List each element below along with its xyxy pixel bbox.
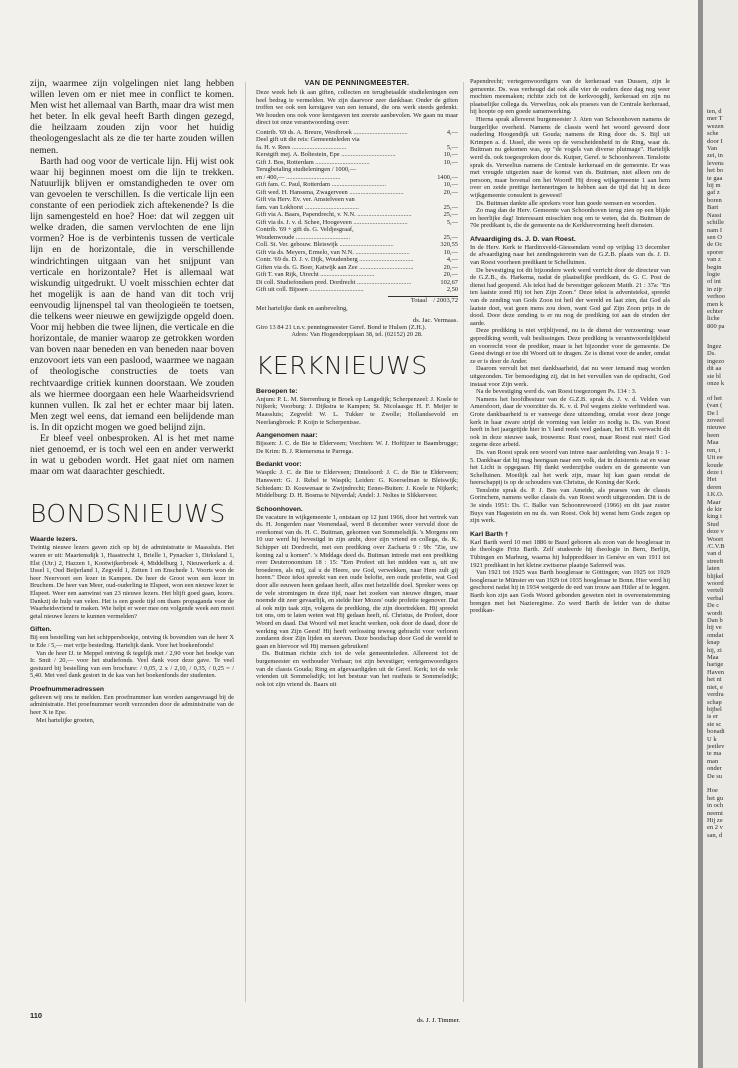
- gift-amount: [428, 196, 458, 204]
- gift-row: [256, 226, 458, 234]
- column-divider: [245, 82, 246, 1002]
- gift-amount: 10,—: [443, 158, 458, 166]
- gift-description: Giften via ds. G. Boer, Katwijk aan Zee ..................................: [256, 263, 414, 271]
- gift-description: Kerstgift mej. A. Boltestein, Epe ..................................: [256, 151, 396, 159]
- adjacent-page-fragment: ten, d mer T wezen sche door I Van zei, in levens het bo te gaa hij m gaf z boren Bart Nassi schille nam I sen O de Oc sporer van z begin logie of int in zijr verhoo men k echter liche 800 pa: [707, 108, 726, 330]
- column-right: [470, 78, 670, 1038]
- gift-row: [256, 264, 458, 272]
- gift-description: Woudenwoude ..................................: [256, 233, 351, 241]
- gift-amount: 5,—: [446, 143, 458, 151]
- gift-row: [256, 279, 458, 287]
- gift-row: [256, 196, 458, 204]
- kerknieuws-heading: KERKNIEUWS: [256, 350, 428, 380]
- karl-barth-text: Van 1921 tot 1925 was Barth hoogleraar te Göttingen; van 1925 tot 1929 hoogleraar te Münster en van 1929 tot 1935 hoogleraar te Bonn. Hier werd hij geschorst nadat hij in 1934 weigerde de eed van trouw aan Hitler af te leggen. Barth kon zijn aan Gods Woord gebonden geweten niet in overeenstemming brengen met het Nazieregime. Zo werd Barth de leider van de duitse predikan-: [470, 569, 670, 615]
- gift-description: Contrib. '69 + gift ds. G. Veldjesgraaf,: [256, 226, 354, 234]
- afvaardiging-text: De bevestiging tot dit bijzondere werk werd verricht door de directeur van de G.Z.B., ds. Harkema, nadat de plaatselijke predikant, ds. G. C. Post de dienst had geopend. Als tekst had de bevestiger gekozen Matth. 21 : 37a: "En ten laatste zond Hij tot hen Zijn Zoon." Deze tekst is adventstekst, spreekt van de zending van Gods Zoon tot heil der wereld en laat zien, dat God als laatste doet, wat geen mens zou doen, want God gaf Zijn Zoon prijs in de dood. Door deze zending is er nu nog de prediking tot aan de einden der aarde.: [470, 266, 670, 327]
- adjacent-page-edge: [703, 0, 738, 1068]
- gift-row: [256, 181, 458, 189]
- beroepen-text: Anjum: P. L. M. Sterrenburg te Broek op Langedijk; Scherpenzeel: J. Koele te Nijkerk; Voorburg: J. Dijkstra te Kampen; St. Nicolaasga: H. F. Meijer te Maassluis; Zegveld: W. L. Tukker te Zwolle; Hollandsevold en Neerlangbroek: P. Koijn te Scherpenisse.: [256, 395, 458, 426]
- column-left: [30, 78, 234, 724]
- gift-description: fam. van Lokhorst ..................................: [256, 203, 359, 211]
- gift-description: Gift via A. Baars, Papendrecht, v. N.N. ..................................: [256, 211, 412, 219]
- gift-row: [256, 211, 458, 219]
- gift-amount: 320,55: [440, 241, 458, 249]
- giften-text: Van de heer IJ. te Meppel ontving ik tegelijk met / 2,90 voor het boekje van Ir. Smit / 20,— voor het studiefonds. Veel dank voor deze gave. Te veel gestuurd bij bestelling van een brochure: / 0,05, 2 x / 2,10, / 0,35, / 0,25 = / 5,40. Met veel dank gestort in de kas van het boekenfonds der studenten.: [30, 649, 234, 680]
- address-info: Adres: Van Hogendorpplaan 38, tel. (02152) 20 28.: [291, 331, 423, 339]
- gift-row: [256, 271, 458, 279]
- gift-row: [256, 241, 458, 249]
- gift-amount: 10,—: [443, 151, 458, 159]
- gift-description: Contrib. '69 ds. A. Breure, Westbroek ..................................: [256, 128, 408, 136]
- schoonhoven-text: Ds. Buitman richtte zich tot de vele gemeenteleden. Allereerst tot de burgemeester en wethouder Verhaar; tot zijn bevestiger; vertegenwoordigers van de classis Gouda; Ring en afgevaardigden uit de Geref. Kerk; tot de vele vrienden uit Sommelsdijk; tot het bestuur van het rusthuis te Sommelsdijk; ook tot zijn vriend ds. Baars uit: [256, 650, 458, 688]
- gift-amount: [428, 166, 458, 174]
- gift-row: [256, 286, 458, 294]
- beroepen-heading: Beroepen te:: [256, 387, 298, 395]
- afvaardiging-text: In de Herv. Kerk te Hardinxveld-Giessendam vond op vrijdag 13 december de afvaardiging naar het zendingsterrein van de G.Z.B. plaats van ds. J. D. van Roest voorheen predikant te Schelluinen.: [470, 243, 670, 267]
- gift-amount: 25,—: [443, 233, 458, 241]
- gift-description: Deel gift uit die reis: Gemeenteleden via: [256, 136, 360, 144]
- bedankt-text: Waspik: J. C. de Bie te Elderveen; Dinteloord: J. C. de Bie te Elderveen; Hanswert: G. J. Rebel te Waspik; Leiden: G. Koerselman te Bleiswijk; Schiedam: D. Kouwenaar te Zwijndrecht; Eenes-Buiten: J. Koele te Nijkerk; Middelburg: D. H. Bosma te Nijverdal; Andel: J. Noltes te Slikkerveer.: [256, 469, 458, 500]
- proefnummer-text: gelieven wij ons te melden. Een proefnummer kan worden aangevraagd bij de administratie. Het proefnummer wordt verzonden door de administratie van de heer X te Epe.: [30, 693, 234, 717]
- afvaardiging-text: Na de bevestiging werd ds. van Roest toegezongen Ps. 134 : 3.: [476, 388, 637, 396]
- gift-description: Gift via ds. Meyers, Ermelo, van N.N. ..................................: [256, 248, 410, 256]
- afvaardiging-text: Ds. van Roest sprak een woord van intree naar aanleiding van Jesaja 9 : 1-5. Dankbaar dat hij mag heengaan naar een volk, dat in duisternis zat en waar het Licht is opgegaan. Hij dankt wederzijdse ouders en de gemeente van Schelluinen. Moeilijk zal het werk zijn, maar hij kan gaan omdat de heerschappij is op de schouders van Christus, de Koning der Kerk.: [470, 448, 670, 487]
- total-amount: / 2003,72: [433, 296, 458, 304]
- gift-amount: 102,67: [440, 278, 458, 286]
- schoonhoven-continued: Zo mag dan de Herv. Gemeente van Schoonhoven terug zien op een blijde en heerlijke dag! Interessant misschien nog om te weten, dat ds. Buitman de 70e predikant is, die de gemeente na de Kerkhervorming heeft diensten.: [470, 207, 670, 230]
- penningmeester-text: Deze week heb ik aan giften, collecten en terugbetaalde studieleningen een heel bedrag te vermelden. We zijn daarvoor zeer dankbaar. Onder de giften troffen we ook een kerstgave van een iemand, die ons werk steeds gedenkt. We houden ons ook voor kerstgaven ten zeerste aanbevolen. We gaan nu maar direct tot onze verantwoording over:: [256, 89, 458, 127]
- gift-description: en / 400,— ..................................: [256, 173, 341, 181]
- gift-amount: 1400,—: [437, 173, 458, 181]
- gift-description: Gift uit coll. Bijssen ..................................: [256, 286, 364, 294]
- giften-text: Bij een bestelling van het schippersboekje, ontving ik bovendien van de heer X te Ede / 5,— met vrije besteding. Hartelijk dank. Voor het boekenfonds!: [30, 634, 234, 649]
- gift-amount: 4,—: [446, 256, 458, 264]
- penningmeester-thanks: Met hartelijke dank en aanbeveling,: [256, 304, 348, 312]
- waarde-lezers-text: Twintig nieuwe lezers gaven zich op bij de administratie te Maassluis. Het waren er uit: Maartensdijk 1, Haastrecht 1, Brielle 1, Pynacker 1, Dirksland 1, Elst (Utr.) 2, Hazzen 1, Kootwijkerbroek 4, Middelburg 1, Nieuwerkerk a. d. IJssel 1, Oud Beijerland 1, Zegveld 1, Zetten 1 en Enschede 1. Voorts won de heer Neervoort een lezer in Kampen. De heer de Groot won een lezer in Bruchem. De heer van Meer, oud-ouderling te Elspeet, won een nieuwe lezer te Elspeet. Weer een aanwinst van 23 nieuwe lezers. Het blijft goed gaan, lezers. Dankzij de hulp van velen. Het is een goede tijd om thans propaganda voor de Waarheidsvriend te maken. Wie helpt er weer mee om volgende week een mooi getal nieuwe lezers te kunnen vermelden?: [30, 544, 234, 620]
- afvaardiging-text: Daarom vervult het met dankbaarheid, dat nu weer iemand mag worden uitgezonden. Ter bemoediging zij, dat in het vervullen van de opdracht, God instaat voor Zijn werk.: [470, 365, 670, 388]
- schoonhoven-continued: Papendrecht; vertegenwoordigers van de kerkeraad van Dussen, zijn le gemeente. Ds. was verheugd dat ook alle vier de ouders deze dag nog weer mochten meemaken; richtte zich tot de kerkvoogdij, kerkeraad en zijn nu plaatselijke collega ds. Verwelius, ook als praeses van de Centrale kerkeraad, hij hoopte op een goede samenwerking.: [470, 78, 670, 116]
- gift-amount: [428, 226, 458, 234]
- adjacent-page-fragment: Ingez Ds. ingezo dit aa ste bl onze k of het (van ( De l zoveel nieuwe heen Maa ren, t Uit ee koude deze t Het deren I.K.O. Maar de kir king t Stud deze v Woort /C.V.B van d streeft laten blijkel woord verteli verbal De c wordt Dan b hij ve omdat knap hij, zi Maa harige Haven het ni niet, e verdra schap bijbel is er ste sc bonadi U k jeetlev te ma man onder De su Hoe het gu in och neemt Hij ze en 2 v san, d: [707, 343, 726, 839]
- gift-amount: 25,—: [443, 211, 458, 219]
- gift-row: [256, 136, 458, 144]
- schoonhoven-continued: Ds. Buitman dankte alle sprekers voor hun goede wensen en woorden.: [476, 199, 656, 207]
- gift-amount: [428, 136, 458, 144]
- afvaardiging-text: Namens het hoofdbestuur van de G.Z.B. sprak ds. J. v. d. Velden van Amersfoort, daar de voorzitter ds. K. v. d. Pol wegens ziekte verhinderd was. Grote dankbaarheid is er vanwege deze uitzending, omdat voor deze jonge kerk in haar zware strijd de vorming van leider zo nodig is. Ds. van Roest heeft in het jaargetijde hier in 't land reeds veel gedaan, het H.B. verwacht dit ook in deze nieuwe taak, trouwens: Rust roest, maar Roest rust niet! God zegene deze arbeid.: [470, 395, 670, 449]
- gift-description: Terugbetaling studieleningen / 1000,—: [256, 166, 357, 174]
- gift-description: fa. H. v. Rees ..................................: [256, 143, 347, 151]
- bedankt-heading: Bedankt voor:: [256, 461, 302, 469]
- gift-amount: 20,—: [443, 188, 458, 196]
- gift-row: [256, 189, 458, 197]
- giften-heading: Giften.: [30, 626, 52, 634]
- gift-amount: 10,—: [443, 248, 458, 256]
- bondsnieuws-heading: BONDSNIEUWS: [30, 499, 226, 529]
- gift-amount: 10,—: [443, 181, 458, 189]
- column-middle: [256, 78, 458, 1038]
- gift-list: [256, 129, 458, 294]
- schoonhoven-text: De vacature in wijkgemeente 1, ontstaan op 12 juni 1966, door het vertrek van ds. H. Jongerden naar Veenendaal, werd 8 december weer vervuld door de overkomst van ds. H. C. Buitman, gekomen van Sommelsdijk. 's Morgens om 10 uur werd hij bevestigd in zijn ambt, door zijn vriend en collega, ds. K. Schipper uit Dordrecht, met een prediking over Zacharia 9 : 9b: "Zie, uw koning zal u komen". 's Middags deed ds. Buitman intrede met een prediking over Deuteronomium 18 : 15: "Een Profeet uit het midden van u, uit uw broederen, als mij, zal u de Heere, uw God, verwekken, naar Hem zult gij horen." Deze tekst spreekt van een oude belofte, een oude profetie, wat God door alle eeuwen heen gedaan heeft, alles met hetzelfde doel. Spreker wees op de vele stromingen in deze tijd, naar het zoeken van nieuwe dingen, maar noemde dit zeer gevaarlijk, en stelde hier Mozes' oude profetie tegenover. Dat al ook mijn taak zijn, volgens de prediking, die zijn doortrekken. Hij spreekt tot ons, om te laten weten wat Hij gedaan heeft, nl. Christus, de Profeet, door Woord en daad. Dat Woord wil met kracht werken, ook door de daad, door de werking van Zijn Geest! Hij heeft verlossing teweeg gebracht voor verloren zondaren door Zijn lijden en sterven. Deze boodschap door God de wereld te gaan en hiervoor wil Hij mensen gebruiken!: [256, 513, 458, 650]
- total-label: Totaal: [410, 296, 428, 304]
- proefnummer-thanks: Met hartelijke groeten,: [36, 716, 95, 724]
- gift-amount: 25,—: [443, 203, 458, 211]
- gift-row: [256, 219, 458, 227]
- column-divider: [463, 82, 464, 1002]
- gift-description: Di coll. Studiefondsen pred. Dordrecht ..................................: [256, 278, 412, 286]
- afvaardiging-text: Tenslotte sprak ds. P. J. Bos van Ameide, als praeses van de classis Gorinchem, namens welke classis ds. van Roest wordt uitgezonden. Dit is de 3e sinds 1951: Ds. C. Balke van Schoonrewoerd (1966) en dit jaar zuster Buys van Hagestein en nu ds. van Roest. Ook hij wenst hem Gods zegen op zijn werk.: [470, 486, 670, 525]
- gift-description: Gift fam. C. Paul, Rotterdam ..................................: [256, 181, 386, 189]
- intro-paragraph: Barth had oog voor de verticale lijn. Hij wist ook waar hij beginnen moest om die lijn te trekken. Natuurlijk blijven er omstandigheden te over om van gevoelen te verschillen. Is die verticale lijn een constante of een periodiek zich aftekenende? Is die lijn samengesteld en hoe? Hoe: dat wil zeggen uit welke draden, die samen vervlochten de ene lijn vormen? Hoe is de verbintenis tussen de verticale lijn en de horizontale, die in verschillende windrichtingen uitgaan van het snijpunt van verticale en horizontale? Het is allemaal wat wiskundig uitgedrukt. U voelt misschien echter dat het mogelijk is aan de hand van dit toch vrij eenvoudig lijnenspel tal van theologieën te toetsen, die telkens weer nieuwe en gewijzigde opgeld doen. Voor mij hebben die twee lijnen, die verticale en die horizontale, de manier waarop ze getrokken worden van boven naar beneden en van beneden naar boven enzovoort iets van een paslood, waarmee we nagaan of theologische constructies de toets van rechtvaardige critiek kunnen doorstaan. We zouden als we hiermee doorgaan een hele Waarheidsvriend kunnen vullen. Ik zal het er echter maar bij laten. Men zegt wel eens, dat iemand een belijdende man is. In dit opzicht mogen we goed belijnd zijn.: [30, 155, 234, 433]
- intro-paragraph: zijn, waarmee zijn volgelingen niet lang hebben willen leven om er niet mee in conflict te komen. Men wist het allemaal van Barth, maar dra wist men het beter. In elk geval heeft Barth dingen gezegd, die heilzaam zouden zijn voor het huidig theologengeslacht als ze die ter harte zouden willen nemen.: [30, 78, 234, 156]
- gift-amount: 4,—: [446, 128, 458, 136]
- proefnummer-heading: Proefnummeradressen: [30, 685, 105, 693]
- gift-description: Contr. '69 ds. D. J. v. Dijk, Woudenberg ..................................: [256, 256, 414, 264]
- gift-description: Gift T. van Rijk, Utrecht ..................................: [256, 271, 375, 279]
- afvaardiging-heading: Afvaardiging ds. J. D. van Roest.: [470, 235, 576, 243]
- waarde-lezers-heading: Waarde lezers.: [30, 536, 78, 544]
- intro-paragraph: Er bleef veel onbesproken. Al is het met name niet genoemd, er is toch wel een en ander verwerkt in wat u geboden wordt. Het gaat niet om namen maar om wat daarachter geschiedt.: [30, 433, 234, 478]
- gift-row: [256, 174, 458, 182]
- karl-barth-heading: Karl Barth †: [470, 530, 509, 538]
- gift-row: [256, 144, 458, 152]
- gift-description: Coll. St. Ver. gebouw. Bleiswijk ..................................: [256, 241, 394, 249]
- gift-amount: 5,—: [446, 218, 458, 226]
- gift-amount: 20,—: [443, 263, 458, 271]
- gift-row: [256, 204, 458, 212]
- aangenomen-text: Bijssen: J. C. de Bie te Elderveen; Vorchten: W. J. Hoftijzer te Baambrugge; De Krim: B. J. Riemersma te Parrega.: [256, 440, 458, 455]
- gift-amount: 2,50: [446, 286, 458, 294]
- gift-row: [256, 166, 458, 174]
- gift-description: Gift wed. H. Hanssma, Zwagerveen ..................................: [256, 188, 404, 196]
- gift-row: [256, 249, 458, 257]
- penningmeester-heading: VAN DE PENNINGMEESTER.: [304, 78, 410, 87]
- gift-description: Gift via ds. J. v. d. Schee, Hoogeveen ..................................: [256, 218, 408, 226]
- karl-barth-text: Karl Barth werd 10 mei 1886 te Bazel geboren als zoon van de hoogleraar in de theologie Fritz Barth. Zelf studeerde hij theologie in Bern, Berlijn, Tübingen en Marburg, waarna hij hulppredikser in Genève en van 1911 tot 1921 predikant in het kleine zwitserse plaatsje Safenwil was.: [470, 538, 670, 569]
- gift-total: [388, 296, 458, 304]
- gift-row: [256, 129, 458, 137]
- gift-amount: 20,—: [443, 271, 458, 279]
- gift-description: Gift via Herv. Ev. ver. Amstelveen van: [256, 196, 355, 204]
- giro-info: Giro 13 84 21 t.n.v. penningmeester Geref. Bond te Hulsen (Z.H.).: [256, 323, 427, 331]
- gift-row: [256, 159, 458, 167]
- aangenomen-heading: Aangenomen naar:: [256, 432, 318, 440]
- gift-description: Gift J. Bos, Rotterdam ..................................: [256, 158, 370, 166]
- gift-row: [256, 234, 458, 242]
- gift-row: [256, 256, 458, 264]
- penningmeester-signature: ds. Jac. Vermaas.: [412, 316, 458, 324]
- schoonhoven-continued: Hierna sprak allereerst burgemeester J. Aten van Schoonhoven namens de burgerlijke overheid. Namens de classis werd het woord gevoerd door ouderling Hoogendijk uit Gouda; namens de Ring door ds. S. Bijl uit Krimpen a. d. IJssel, die wees op de verscheidenheid in de Ring, waar ds. Buitman nu gekomen was, op "de vogels van diverse pluimage". Hartelijk werd ds. ook toegesproken door ds. Kuiper, Geref. te Schoonhoven. Tenslotte sprak ds. Verwelius namens de Centrale kerkeraad en de gemeente. Er was met vreugde uitgezien naar de komst van ds. Buitman, niet alleen om de persoon, maar bovenal om het Woord! Hij droeg wijkgemeente 1 aan hem over en zeide prettige herinneringen te hebben aan de tijd dat hij in deze wijkgemeente consulent is geweest!: [470, 115, 670, 199]
- article-signature: ds. J. J. Timmer.: [416, 1017, 460, 1024]
- page-number: 110: [30, 1011, 43, 1020]
- afvaardiging-text: Deze prediking is niet vrijblijvend, nu is de dienst der verzoening: waar geprediking wordt, valt beslissingen. Deze prediking is verantwoordelijkheid en voorrecht voor de prediker, maar is het bijzonder voor de gemeente. De Geest dwingt er toe dit Woord uit te dragen. Ze is dienst voor de ander, omdat ze er is door de Ander.: [470, 327, 670, 365]
- schoonhoven-heading: Schoonhoven.: [256, 505, 303, 513]
- gift-row: [256, 151, 458, 159]
